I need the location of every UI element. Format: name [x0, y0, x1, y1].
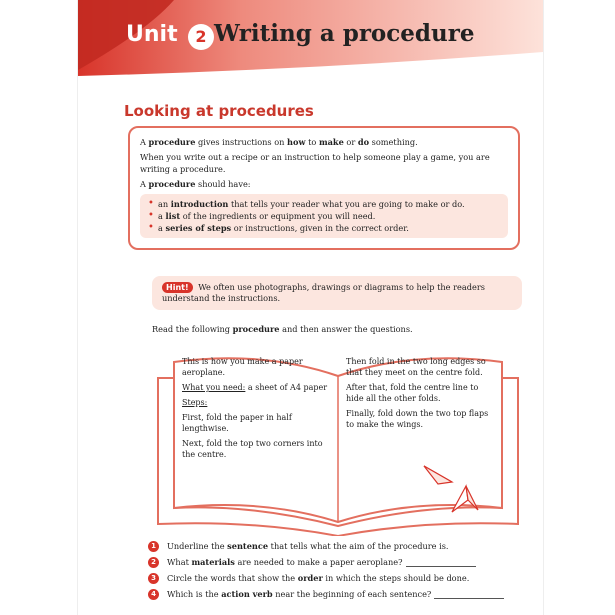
question-number: 1 — [148, 541, 159, 552]
list-item: • a list of the ingredients or equipment you will need. — [148, 210, 500, 222]
question-number: 3 — [148, 573, 159, 584]
procedure-features-list — [140, 194, 508, 238]
question-item: 1 Underline the sentence that tells what the aim of the procedure is. — [148, 538, 538, 554]
question-item: 3 Circle the words that show the order in which the steps should be done. — [148, 570, 538, 586]
definition-line: A procedure gives instructions on how to make or do something. — [140, 137, 418, 147]
materials-text: What you need: a sheet of A4 paper — [182, 383, 328, 392]
hint-box — [152, 276, 522, 310]
procedure-definition-box — [128, 126, 520, 250]
step-text: Finally, fold down the two top flaps to make the wings. — [346, 409, 489, 429]
answer-blank[interactable] — [434, 589, 504, 599]
list-item: • a series of steps or instructions, given in the correct order. — [148, 222, 500, 234]
step-text: Next, fold the top two corners into the centre. — [182, 439, 323, 459]
section-heading: Looking at procedures — [124, 102, 314, 120]
unit-number-badge: 2 — [188, 24, 214, 50]
list-item: • an introduction that tells your reader what you are going to make or do. — [148, 198, 500, 210]
answer-blank[interactable] — [406, 557, 476, 567]
steps-label: Steps: — [182, 398, 208, 407]
instruction-line: Read the following procedure and then answer the questions. — [152, 324, 413, 334]
question-number: 4 — [148, 589, 159, 600]
step-text: After that, fold the centre line to hide all the other folds. — [346, 383, 479, 403]
hint-text: We often use photographs, drawings or diagrams to help the readers understand the instructions. — [162, 282, 485, 303]
intro-text: This is how you make a paper aeroplane. — [182, 357, 303, 377]
step-text: First, fold the paper in half lengthwise. — [182, 413, 292, 433]
recipe-line: When you write out a recipe or an instruction to help someone play a game, you are writing a procedure. — [140, 152, 490, 174]
book-left-page-text — [182, 356, 334, 464]
book-right-page-text — [346, 356, 492, 434]
hint-badge: Hint! — [162, 282, 193, 293]
questions-list — [148, 538, 538, 602]
should-have-line: A procedure should have: — [140, 179, 251, 189]
step-text: Then fold in the two long edges so that they meet on the centre fold. — [346, 357, 486, 377]
workbook-page — [78, 0, 543, 615]
question-number: 2 — [148, 557, 159, 568]
question-item: 4 Which is the action verb near the beginning of each sentence? — [148, 586, 538, 602]
question-item: 2 What materials are needed to make a paper aeroplane? — [148, 554, 538, 570]
unit-label: Unit — [126, 22, 178, 47]
page-title: Writing a procedure — [214, 20, 475, 47]
